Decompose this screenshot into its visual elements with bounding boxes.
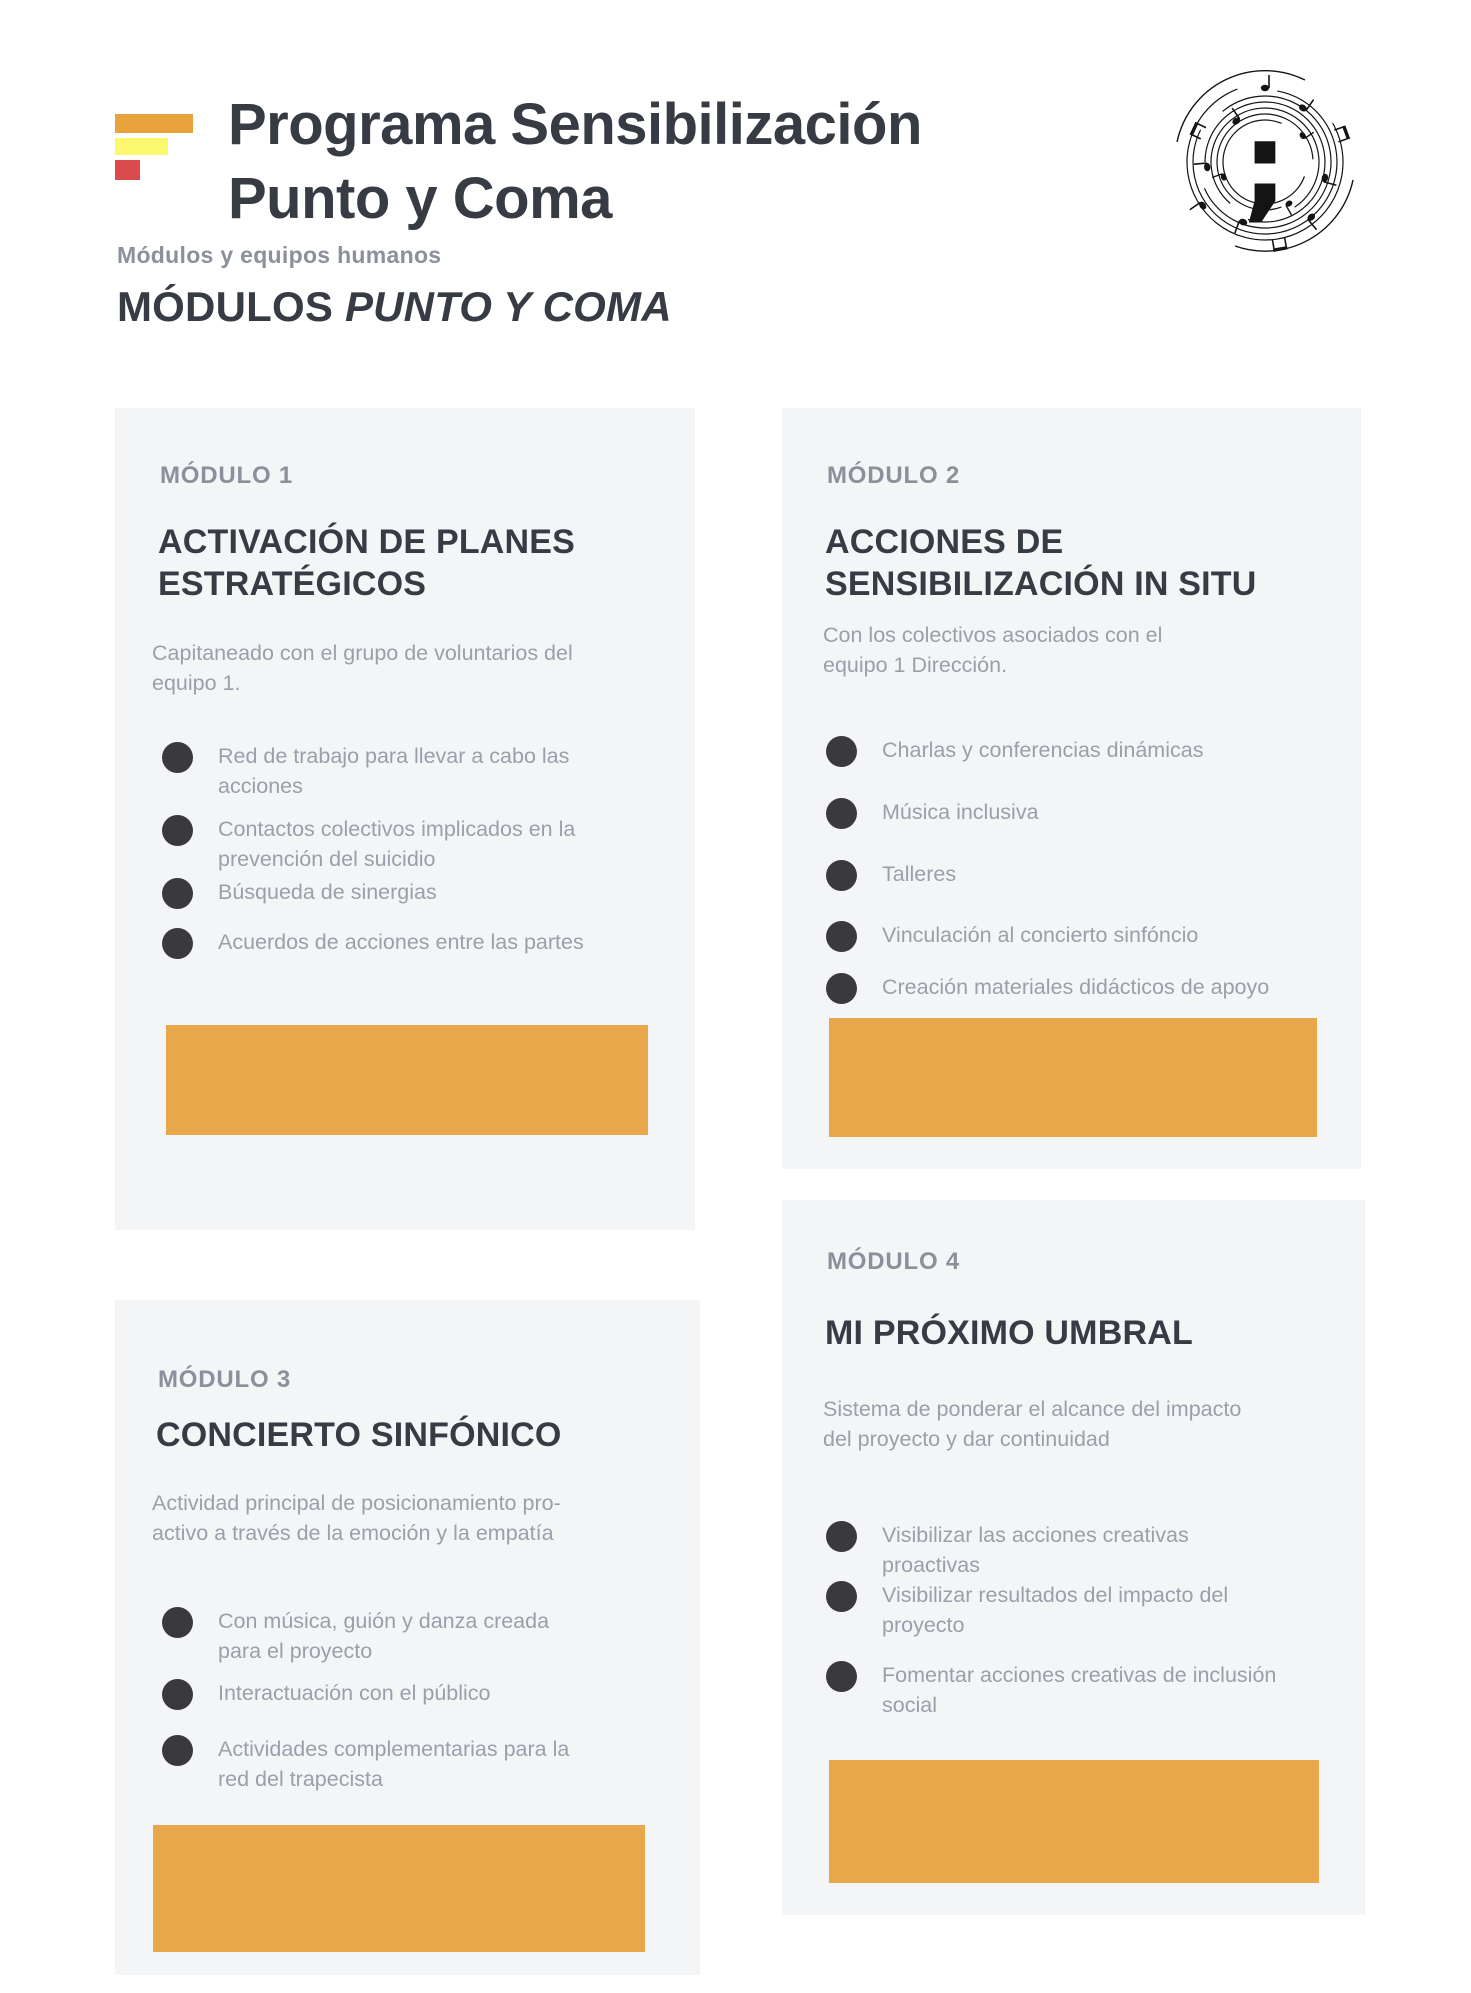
bullet-dot-icon: [826, 1521, 857, 1552]
bullet-dot-icon: [162, 878, 193, 909]
module-2-bullet-2: Música inclusiva: [826, 797, 1342, 829]
module-1-bullet-2: Contactos colectivos implicados en la prevención del suicidio: [162, 814, 648, 874]
module-4-bullet-3: Fomentar acciones creativas de inclusión social: [826, 1660, 1287, 1720]
module-2-label: MÓDULO 2: [827, 462, 961, 489]
semicolon-glyph: ;: [1241, 96, 1289, 234]
bullet-dot-icon: [162, 928, 193, 959]
bullet-dot-icon: [826, 921, 857, 952]
section-heading-emphasis: PUNTO Y COMA: [344, 283, 672, 330]
module-1-label: MÓDULO 1: [160, 462, 294, 489]
module-4-description: Sistema de ponderar el alcance del impacto del proyecto y dar continuidad: [823, 1397, 1242, 1451]
module-4-accent-bar: [829, 1760, 1319, 1883]
module-1-bullet-3: Búsqueda de sinergias: [162, 877, 648, 909]
module-3-bullet-3: Actividades complementarias para la red del trapecista: [162, 1734, 580, 1794]
module-1-bullet-4: Acuerdos de acciones entre las partes: [162, 927, 648, 959]
page-subtitle: Módulos y equipos humanos: [117, 242, 442, 268]
logo-bar-yellow: [115, 138, 168, 155]
bullet-dot-icon: [826, 1581, 857, 1612]
bullet-dot-icon: [162, 1735, 193, 1766]
module-1-bullet-1: Red de trabajo para llevar a cabo las acciones: [162, 741, 648, 801]
bullet-dot-icon: [162, 742, 193, 773]
music-circle-logo-icon: [1163, 60, 1367, 264]
bullet-dot-icon: [826, 798, 857, 829]
module-2-bullet-3: Talleres: [826, 859, 1342, 891]
module-2-accent-bar: [829, 1018, 1317, 1137]
module-3-bullet-2: Interactuación con el público: [162, 1678, 580, 1710]
bullet-dot-icon: [826, 973, 857, 1004]
module-3-bullet-1: Con música, guión y danza creada para el proyecto: [162, 1606, 580, 1666]
bullet-dot-icon: [826, 736, 857, 767]
module-1-description: Capitaneado con el grupo de voluntarios del equipo 1.: [152, 641, 573, 695]
module-4-bullet-1: Visibilizar las acciones creativas proactivas: [826, 1520, 1287, 1580]
module-2-bullet-1: Charlas y conferencias dinámicas: [826, 735, 1342, 767]
module-3-accent-bar: [153, 1825, 645, 1952]
page-title-line2: Punto y Coma: [228, 166, 612, 231]
bullet-dot-icon: [826, 860, 857, 891]
module-2-bullet-4: Vinculación al concierto sinfóncio: [826, 920, 1342, 952]
module-4-label: MÓDULO 4: [827, 1248, 961, 1275]
page-title: [228, 88, 922, 236]
module-1-title: ACTIVACIÓN DE PLANES ESTRATÉGICOS: [158, 523, 576, 603]
module-2-bullet-5: Creación materiales didácticos de apoyo: [826, 972, 1342, 1004]
module-1-accent-bar: [166, 1025, 648, 1135]
bullet-dot-icon: [162, 1607, 193, 1638]
section-heading-prefix: MÓDULOS: [117, 283, 345, 330]
logo-bar-red: [115, 160, 140, 180]
module-3-label: MÓDULO 3: [158, 1366, 292, 1393]
bullet-dot-icon: [162, 1679, 193, 1710]
module-4-title: MI PRÓXIMO UMBRAL: [825, 1314, 1193, 1352]
module-3-description: Actividad principal de posicionamiento pro-activo a través de la emoción y la empatía: [152, 1491, 561, 1545]
module-4-bullet-2: Visibilizar resultados del impacto del proyecto: [826, 1580, 1287, 1640]
page-title-line1: Programa Sensibilización: [228, 92, 922, 157]
bullet-dot-icon: [826, 1661, 857, 1692]
bullet-dot-icon: [162, 815, 193, 846]
module-2-title: ACCIONES DE SENSIBILIZACIÓN IN SITU: [825, 523, 1257, 603]
module-3-title: CONCIERTO SINFÓNICO: [156, 1416, 562, 1454]
module-2-description: Con los colectivos asociados con el equipo 1 Dirección.: [823, 623, 1163, 677]
section-heading: [117, 283, 672, 331]
logo-bar-orange: [115, 114, 193, 133]
